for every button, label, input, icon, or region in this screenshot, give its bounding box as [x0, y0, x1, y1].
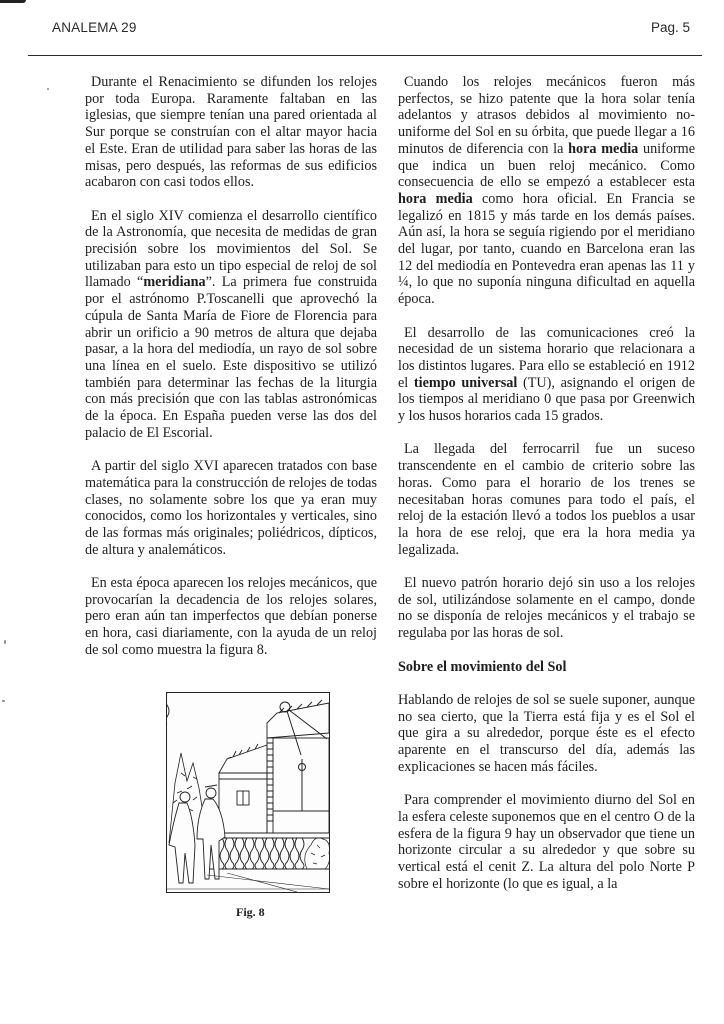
sundial-icon — [280, 702, 327, 811]
text-run: El desarrollo de las comunicaciones creó la necesidad de un sistema horario que relacionara a los distintos lugares. Para ello se estableció en 1912 el — [398, 324, 695, 391]
baluster — [225, 838, 229, 869]
text-run: En el siglo XIV comienza el desarrollo científico de la Astronomía, que necesita de medidas de gran precisión sobre los movimientos del Sol. Se utilizaban para esto un tipo especial de reloj de sol llamado “ — [85, 207, 377, 291]
text-run: Durante el Renacimiento se difunden los relojes por toda Europa. Raramente faltaban en las iglesias, que siempre tenían una pared orientada al Sur porque se construían con el altar mayor hacia el Este. Eran de utilidad para saber las horas de las misas, pero después, las reformas de sus edificios acabaron con casi todos ellos. — [85, 74, 377, 191]
text-run: El nuevo patrón horario dejó sin uso a los relojes de sol, utilizándose solamente en el campo, donde no se disponía de relojes mecánicos y el trabajo se regulaba por las horas de sol. — [398, 575, 695, 642]
gentlemen-figures-icon — [169, 785, 225, 883]
scan-speck — [2, 700, 5, 702]
text-run: uniforme que indica un buen reloj mecánico. Como consecuencia de ello se empezó a establecer esta — [398, 140, 696, 191]
baluster — [270, 838, 274, 869]
text-run: Hablando de relojes de sol se suele suponer, aunque no sea cierto, que la Tierra está fija y es el Sol el que gira a su alrededor, porque éste es el efecto aparente en el transcurso del día, además las explicaciones se hacen más fáciles. — [398, 691, 695, 775]
paragraph — [398, 74, 695, 308]
header-rule — [28, 55, 702, 56]
baluster — [290, 838, 294, 869]
scan-edge-artifact — [0, 0, 26, 3]
paragraph — [85, 208, 377, 442]
baluster — [255, 838, 259, 869]
figure-caption: Fig. 8 — [236, 905, 265, 919]
baluster — [240, 838, 244, 869]
baluster — [230, 838, 234, 869]
right-paragraphs — [398, 74, 695, 642]
emphasized-term: tiempo universal — [413, 374, 518, 391]
paragraph — [398, 441, 695, 558]
baluster — [265, 838, 269, 869]
baluster — [250, 838, 254, 869]
section-paragraphs — [398, 692, 695, 892]
section-heading: Sobre el movimiento del Sol — [398, 658, 567, 675]
paragraph — [398, 325, 695, 425]
paragraph — [398, 692, 695, 776]
baluster — [275, 838, 279, 869]
baluster — [260, 838, 264, 869]
baluster — [300, 838, 304, 869]
text-run: A partir del siglo XVI aparecen tratados con base matemática para la construcción de relojes de todas clases, no solamente sobre los que ya eran muy conocidos, como los horizontales y verticales, sino de las formas más originales; poliédricos, dípticos, de altura y analemáticos. — [85, 458, 377, 558]
paragraph — [85, 458, 377, 558]
paragraph — [85, 74, 377, 191]
paragraph — [85, 575, 377, 659]
page-number: Pag. 5 — [650, 20, 690, 35]
paragraph — [398, 792, 695, 892]
text-run: como hora oficial. En Francia se legalizó en 1815 y más tarde en los demás países. Aún así, la hora se seguía rigiendo por el meridiano del lugar, por tanto, cuando en Barcelona eran las 12 del mediodía en Pontevedra eran apenas las 11 y ¼, lo que no suponía ninguna dificultad en aquella época. — [398, 190, 695, 308]
text-run: (TU), asignando el origen de los tiempos al meridiano 0 que pasa por Greenwich y los husos horarios cada 15 grados. — [398, 374, 695, 425]
baluster — [280, 838, 284, 869]
figure-8-illustration — [166, 692, 330, 893]
paragraph — [398, 575, 695, 642]
publication-title: ANALEMA 29 — [52, 20, 137, 35]
text-run: En esta época aparecen los relojes mecánicos, que provocarían la decadencia de los relojes solares, pero eran aún tan imperfectos que debían ponerse en hora, casi diariamente, con la ayuda de un reloj de sol como muestra la figura 8. — [85, 575, 377, 658]
scan-speck — [47, 88, 49, 90]
scan-speck — [4, 640, 6, 644]
text-run: ”. La primera fue construida por el astrónomo P.Toscanelli que aprovechó la cúpula de Santa María de Fiore de Florencia para abrir un orificio a 90 metros de altura que dejaba pasar, a la hora del mediodía, un rayo de sol sobre una línea en el suelo. Este dispositivo se utilizó también para determinar las fechas de la liturgia con más precisión que con las tablas astronómicas de la época. En España pueden verse las dos del palacio de El Escorial. — [85, 274, 378, 441]
emphasized-term: meridiana — [143, 274, 206, 291]
baluster — [245, 838, 249, 869]
text-run: La llegada del ferrocarril fue un suceso transcendente en el cambio de criterio sobre las horas. Como para el horario de los trenes se necesitaban horas comunes para todo el país, el reloj de la estación llevó a todos los pueblos a usar la hora de ese reloj, que era la hora media ya legalizada. — [398, 441, 695, 558]
building-icon — [219, 700, 329, 833]
sundial-engraving — [167, 693, 329, 892]
shrub-icon — [305, 838, 329, 869]
baluster — [235, 838, 239, 869]
baluster — [220, 838, 224, 869]
left-column — [85, 74, 377, 675]
left-paragraphs — [85, 74, 377, 659]
baluster — [295, 838, 299, 869]
text-run: Para comprender el movimiento diurno del Sol en la esfera celeste suponemos que en el centro O de la esfera de la figura 9 hay un observador que tiene un horizonte circular a su alrededor y que sobre su vertical está el cenit Z. La altura del polo Norte P sobre el horizonte (lo que es igual, a la — [398, 792, 695, 892]
right-column — [398, 74, 695, 909]
emphasized-term: hora media — [398, 190, 473, 207]
baluster — [285, 838, 289, 869]
text-run: Cuando los relojes mecánicos fueron más perfectos, se hizo patente que la hora solar tenía adelantos y atrasos debidos al movimiento no-uniforme del Sol en su órbita, que puede llegar a 16 minutos de diferencia con la — [398, 74, 695, 157]
emphasized-term: hora media — [568, 140, 639, 157]
page-header — [52, 20, 690, 40]
